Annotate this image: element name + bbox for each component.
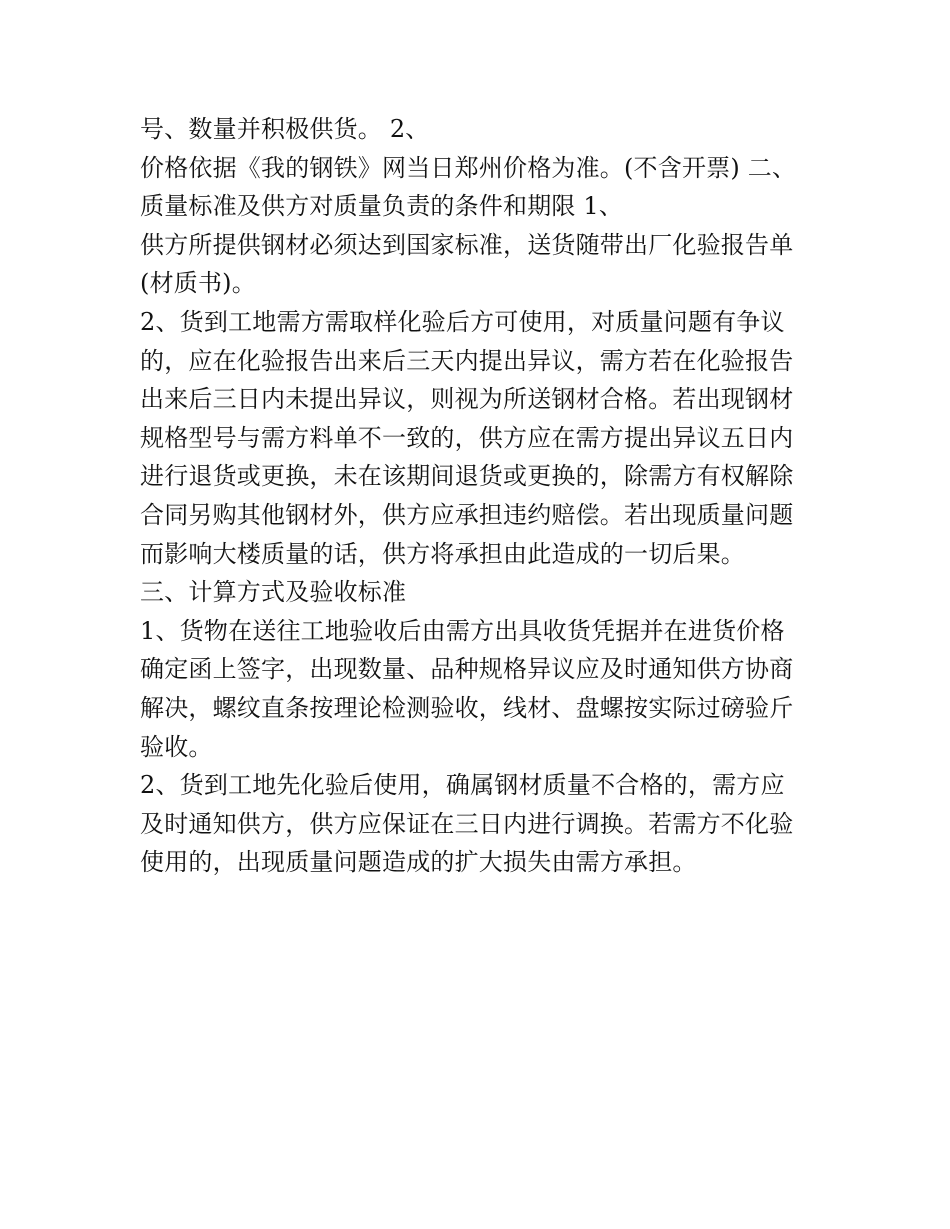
section-heading-three: 三、计算方式及验收标准 (140, 578, 407, 607)
text-line-19: 及时通知供方，供方应保证在三日内进行调换。若需方不化验 (140, 809, 794, 838)
text-line-10: 进行退货或更换，未在该期间退货或更换的，除需方有权解除 (140, 462, 794, 491)
text-line-11: 合同另购其他钢材外，供方应承担违约赔偿。若出现质量问题 (140, 500, 794, 529)
text-line-05: (材质书)。 (140, 269, 256, 298)
text-line-14: 1、货物在送往工地验收后由需方出具收货凭据并在进货价格 (140, 616, 785, 645)
text-line-06: 2、货到工地需方需取样化验后方可使用，对质量问题有争议 (140, 307, 785, 336)
text-line-15: 确定函上签字，出现数量、品种规格异议应及时通知供方协商 (140, 655, 794, 684)
text-line-07: 的，应在化验报告出来后三天内提出异议，需方若在化验报告 (140, 346, 794, 375)
text-line-02: 价格依据《我的钢铁》网当日郑州价格为准。(不含开票) 二、 (140, 153, 797, 182)
text-line-17: 验收。 (140, 732, 213, 761)
text-line-03: 质量标准及供方对质量负责的条件和期限 1、 (140, 192, 624, 221)
text-line-20: 使用的，出现质量问题造成的扩大损失由需方承担。 (140, 848, 697, 877)
text-line-16: 解决，螺纹直条按理论检测验收，线材、盘螺按实际过磅验斤 (140, 693, 794, 722)
contract-text (140, 110, 830, 882)
text-line-09: 规格型号与需方料单不一致的，供方应在需方提出异议五日内 (140, 423, 794, 452)
text-line-01: 号、数量并积极供货。 2、 (140, 115, 430, 143)
text-line-04: 供方所提供钢材必须达到国家标准，送货随带出厂化验报告单 (140, 230, 794, 259)
text-line-18: 2、货到工地先化验后使用，确属钢材质量不合格的，需方应 (140, 771, 785, 800)
text-line-08: 出来后三日内未提出异议，则视为所送钢材合格。若出现钢材 (140, 385, 794, 414)
text-line-12: 而影响大楼质量的话，供方将承担由此造成的一切后果。 (140, 539, 745, 568)
